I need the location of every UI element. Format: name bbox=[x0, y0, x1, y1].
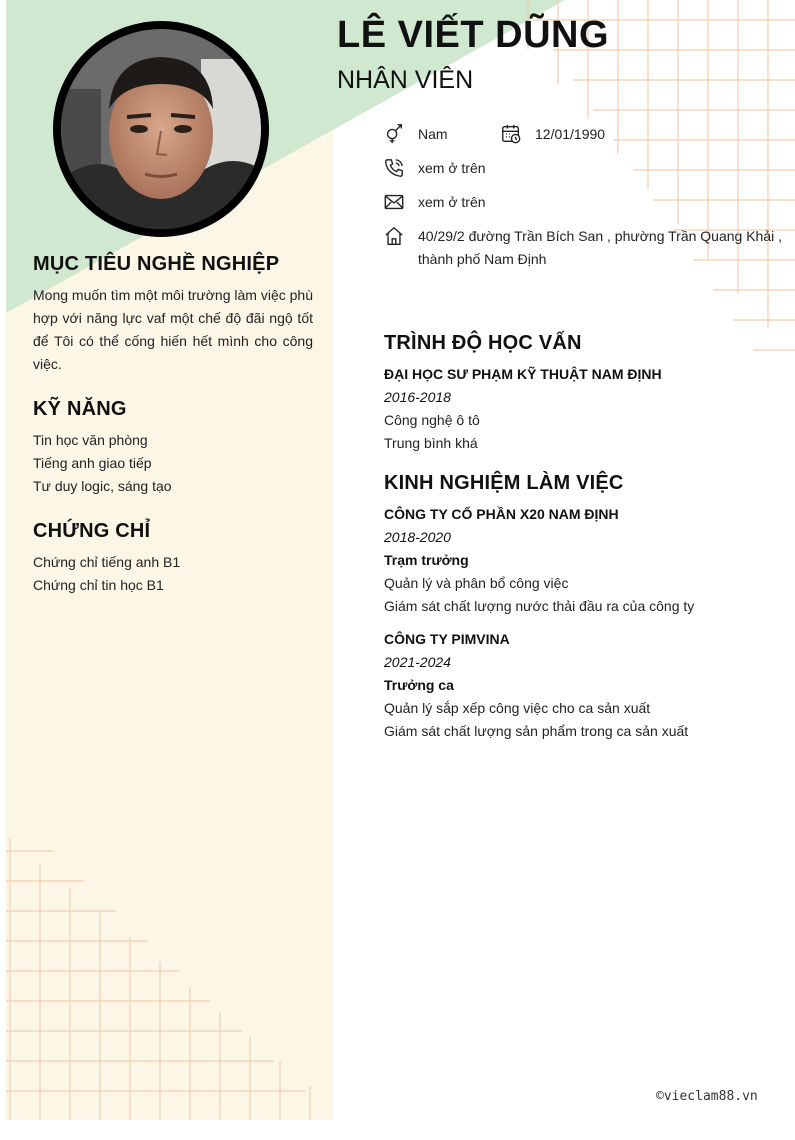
job-duty: Giám sát chất lượng nước thải đầu ra của công ty bbox=[384, 598, 695, 614]
skill-item: Tiếng anh giao tiếp bbox=[33, 455, 152, 471]
gender-icon bbox=[383, 123, 405, 145]
objective-heading: MỤC TIÊU NGHỀ NGHIỆP bbox=[33, 253, 280, 275]
email-row bbox=[383, 191, 486, 214]
address-line-2: thành phố Nam Định bbox=[418, 251, 547, 267]
job-duty: Giám sát chất lượng sản phẩm trong ca sản xuất bbox=[384, 723, 689, 739]
skills-heading: KỸ NĂNG bbox=[33, 398, 127, 420]
phone-value: xem ở trên bbox=[418, 160, 486, 176]
address-row bbox=[383, 225, 782, 271]
job-period: 2021-2024 bbox=[384, 654, 451, 670]
home-icon bbox=[383, 225, 405, 247]
education-grade: Trung bình khá bbox=[384, 435, 478, 451]
job-company: CÔNG TY PIMVINA bbox=[384, 631, 510, 647]
objective-text: Mong muốn tìm một môi trường làm việc phù hợp với năng lực vaf một chế độ đãi ngộ tốt để Tôi có thể cống hiến hết mình cho công việc. bbox=[33, 287, 313, 372]
job-duty: Quản lý sắp xếp công việc cho ca sản xuất bbox=[384, 700, 651, 716]
gender-value: Nam bbox=[418, 126, 448, 142]
education-period: 2016-2018 bbox=[384, 389, 451, 405]
experience-heading: KINH NGHIỆM LÀM VIỆC bbox=[384, 472, 624, 494]
education-school: ĐẠI HỌC SƯ PHẠM KỸ THUẬT NAM ĐỊNH bbox=[384, 366, 662, 382]
birthday-value: 12/01/1990 bbox=[535, 126, 606, 142]
calendar-icon bbox=[500, 123, 522, 145]
skill-item: Tin học văn phòng bbox=[33, 432, 148, 448]
certificates-heading: CHỨNG CHỈ bbox=[33, 520, 151, 542]
brand-watermark: ©vieclam88.vn bbox=[656, 1089, 758, 1104]
certificate-item: Chứng chỉ tiếng anh B1 bbox=[33, 554, 181, 570]
job-role: Trạm trưởng bbox=[384, 552, 469, 568]
certificate-item: Chứng chỉ tin học B1 bbox=[33, 577, 164, 593]
job-role: Trưởng ca bbox=[384, 677, 454, 693]
job-period: 2018-2020 bbox=[384, 529, 451, 545]
avatar bbox=[53, 21, 269, 237]
job-title: NHÂN VIÊN bbox=[337, 66, 474, 94]
profile-photo bbox=[61, 29, 261, 229]
email-value: xem ở trên bbox=[418, 194, 486, 210]
job-company: CÔNG TY CỔ PHẦN X20 NAM ĐỊNH bbox=[384, 506, 619, 522]
skill-item: Tư duy logic, sáng tạo bbox=[33, 478, 172, 494]
candidate-name: LÊ VIẾT DŨNG bbox=[337, 14, 610, 56]
address-line-1: 40/29/2 đường Trần Bích San , phường Trần Quang Khải , bbox=[418, 228, 782, 244]
phone-icon bbox=[383, 157, 405, 179]
phone-row bbox=[383, 157, 486, 180]
education-heading: TRÌNH ĐỘ HỌC VẤN bbox=[384, 332, 582, 354]
mail-icon bbox=[383, 191, 405, 213]
birthday-row bbox=[500, 123, 605, 146]
job-duty: Quản lý và phân bổ công việc bbox=[384, 575, 569, 591]
gender-row bbox=[383, 123, 448, 146]
education-major: Công nghệ ô tô bbox=[384, 412, 480, 428]
